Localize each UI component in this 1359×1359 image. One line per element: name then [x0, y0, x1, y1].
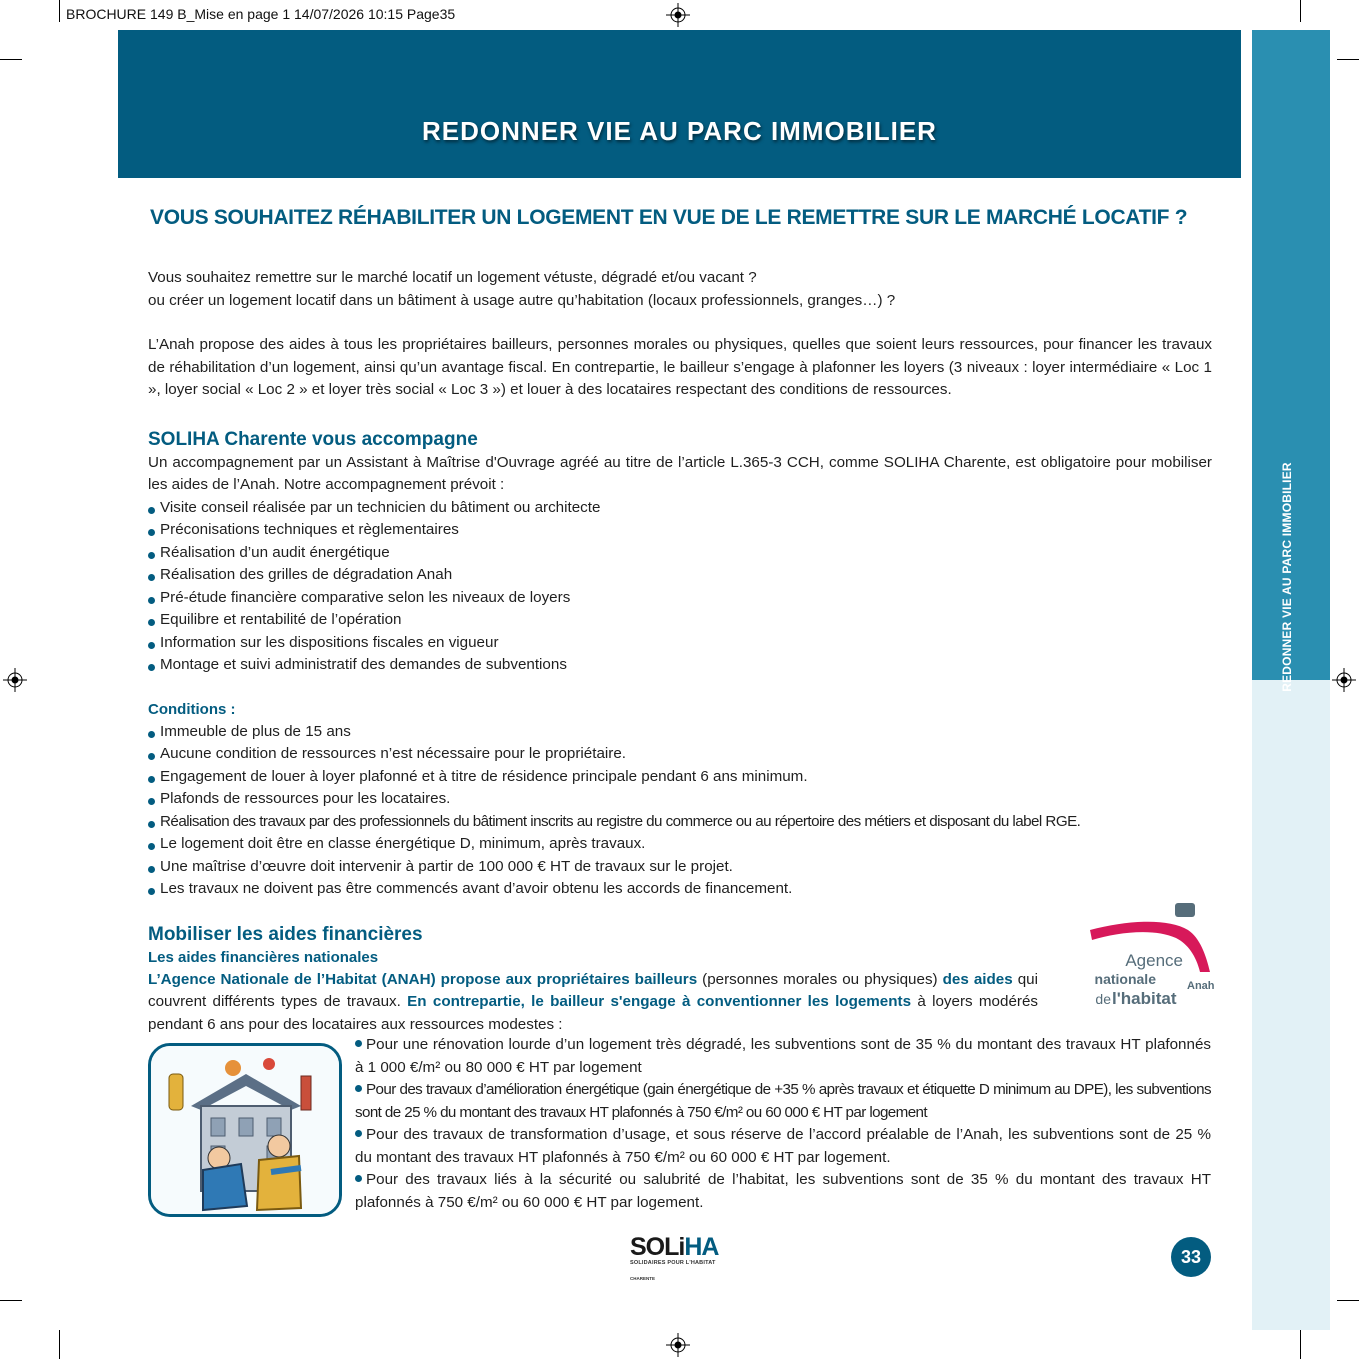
list-item: Pour une rénovation lourde d’un logement très dégradé, les subventions sont de 35 % du montant des travaux HT plafonnés à 1 000 €/m² ou 80 000 € HT par logement	[355, 1036, 1211, 1076]
bullet-icon	[355, 1040, 362, 1047]
aides-list	[355, 1034, 1211, 1214]
list-item: Pour des travaux d’amélioration énergétique (gain énergétique de +35 % après travaux et étiquette D minimum au DPE), les subventions sont de 25 % du montant des travaux HT plafonnés à 750 €/m² ou 60 000 € HT par logement	[355, 1081, 1211, 1121]
list-item: Réalisation des travaux par des professionnels du bâtiment inscrits au registre du commerce ou au répertoire des métiers et disposant du label RGE.	[148, 811, 1212, 834]
anah-logo-line3a: de	[1095, 991, 1111, 1007]
crop-mark	[1337, 1300, 1359, 1301]
anah-logo-line2: nationale	[1094, 971, 1156, 987]
intro-line-2: ou créer un logement locatif dans un bâtiment à usage autre qu’habitation (locaux professionnels, granges…) ?	[148, 291, 896, 309]
intro-paragraph: L’Anah propose des aides à tous les propriétaires bailleurs, personnes morales ou physiques, quelles que soient leurs ressources, pour financer les travaux de réhabilitation d’un logement, ainsi qu’un avantage fiscal. En contrepartie, le bailleur s’engage à plafonner les loyers (3 niveaux : loyer intermédiaire « Loc 1 », loyer social « Loc 2 » et loyer très social « Loc 3 ») et louer à des locataires respectant des conditions de ressources.	[148, 336, 1212, 398]
aides-intro-bold-1: L’Agence Nationale de l’Habitat (ANAH) propose aux propriétaires bailleurs	[148, 970, 698, 988]
registration-mark-icon	[1332, 668, 1356, 692]
bullet-icon	[355, 1175, 362, 1182]
intro-line-1: Vous souhaitez remettre sur le marché locatif un logement vétuste, dégradé et/ou vacant ?	[148, 269, 757, 286]
list-item: Pour des travaux de transformation d’usage, et sous réserve de l’accord préalable de l’Anah, les subventions sont de 25 % du montant des travaux HT plafonnés à 750 €/m² ou 60 000 € HT par logement.	[355, 1126, 1211, 1166]
main-content	[148, 200, 1212, 1036]
list-item: Préconisations techniques et règlementaires	[148, 519, 1212, 542]
crop-mark	[1337, 59, 1359, 60]
section-title-aides: Mobiliser les aides financières	[148, 923, 423, 945]
soliha-logo-region: CHARENTE	[630, 1276, 656, 1281]
aides-intro-text-1: (personnes morales ou physiques)	[697, 970, 943, 988]
accompagnement-text: Un accompagnement par un Assistant à Maîtrise d'Ouvrage agréé au titre de l’article L.365-3 CCH, comme SOLIHA Charente, est obligatoire pour mobiliser les aides de l’Anah. Notre accompagnement prévoit :	[148, 453, 1212, 493]
anah-logo-tag: Anah	[1187, 980, 1215, 992]
soliha-logo	[630, 1234, 730, 1280]
print-slug: BROCHURE 149 B_Mise en page 1 14/07/2026 10:15 Page35	[66, 6, 456, 22]
list-item: Une maîtrise d’œuvre doit intervenir à partir de 100 000 € HT de travaux sur le projet.	[148, 856, 1212, 879]
section-title-accompagnement: SOLIHA Charente vous accompagne	[148, 428, 478, 450]
crop-mark	[0, 1300, 22, 1301]
list-item: Le logement doit être en classe énergétique D, minimum, après travaux.	[148, 833, 1212, 856]
soliha-logo-tagline: SOLIDAIRES POUR L'HABITAT	[630, 1260, 716, 1266]
list-item: Information sur les dispositions fiscales en vigueur	[148, 632, 1212, 655]
aides-subtitle: Les aides financières nationales	[148, 948, 379, 966]
side-tab-lower	[1252, 680, 1330, 1330]
list-item: Aucune condition de ressources n’est nécessaire pour le propriétaire.	[148, 743, 1212, 766]
accompagnement-list	[148, 497, 1212, 677]
soliha-logo-word-b: HA	[684, 1233, 719, 1261]
list-item: Les travaux ne doivent pas être commencés avant d’avoir obtenu les accords de financement.	[148, 878, 1212, 901]
aides-intro-bold-3: En contrepartie, le bailleur s'engage à conventionner les logements	[407, 993, 912, 1010]
list-item: Visite conseil réalisée par un technicien du bâtiment ou architecte	[148, 497, 1212, 520]
anah-logo-line3b: l'habitat	[1112, 989, 1177, 1008]
list-item: Montage et suivi administratif des demandes de subventions	[148, 654, 1212, 677]
crop-mark	[59, 1330, 60, 1359]
anah-logo	[1088, 900, 1218, 1010]
list-item: Equilibre et rentabilité de l’opération	[148, 609, 1212, 632]
soliha-logo-word-a: SOLi	[630, 1233, 685, 1261]
anah-logo-line1: Agence	[1125, 951, 1183, 970]
registration-mark-icon	[3, 668, 27, 692]
list-item: Pré-étude financière comparative selon les niveaux de loyers	[148, 587, 1212, 610]
registration-mark-icon	[666, 1333, 690, 1357]
aides-intro-text-3: à loyers modérés pendant 6 ans pour des locataires aux ressources modestes :	[148, 993, 1038, 1033]
crop-mark	[0, 59, 22, 60]
crop-mark	[59, 0, 60, 22]
conditions-title: Conditions :	[148, 700, 236, 718]
building-cartoon-icon	[151, 1046, 339, 1214]
page-number: 33	[1171, 1237, 1211, 1277]
conditions-list	[148, 721, 1212, 901]
registration-mark-icon	[666, 3, 690, 27]
renovation-illustration	[148, 1043, 342, 1217]
list-item: Engagement de louer à loyer plafonné et à titre de résidence principale pendant 6 ans minimum.	[148, 766, 1212, 789]
page-title: VOUS SOUHAITEZ RÉHABILITER UN LOGEMENT EN VUE DE LE REMETTRE SUR LE MARCHÉ LOCATIF ?	[150, 206, 1188, 229]
crop-mark	[1300, 0, 1301, 22]
aides-intro-bold-2: des aides	[942, 970, 1013, 988]
bullet-icon	[355, 1085, 362, 1092]
list-item: Réalisation des grilles de dégradation Anah	[148, 564, 1212, 587]
list-item: Plafonds de ressources pour les locataires.	[148, 788, 1212, 811]
list-item: Réalisation d’un audit énergétique	[148, 542, 1212, 565]
side-tab-label: REDONNER VIE AU PARC IMMOBILIER	[1280, 462, 1294, 692]
aides-intro	[148, 969, 1038, 1037]
header-banner	[118, 30, 1241, 178]
bullet-icon	[355, 1130, 362, 1137]
aides-intro-text-2: qui couvrent différents types de travaux.	[148, 970, 1038, 1010]
crop-mark	[1300, 1330, 1301, 1359]
banner-title: REDONNER VIE AU PARC IMMOBILIER	[422, 116, 937, 146]
list-item: Immeuble de plus de 15 ans	[148, 721, 1212, 744]
list-item: Pour des travaux liés à la sécurité ou salubrité de l’habitat, les subventions sont de 35 % du montant des travaux HT plafonnés à 750 €/m² ou 60 000 € HT par logement.	[355, 1171, 1211, 1211]
